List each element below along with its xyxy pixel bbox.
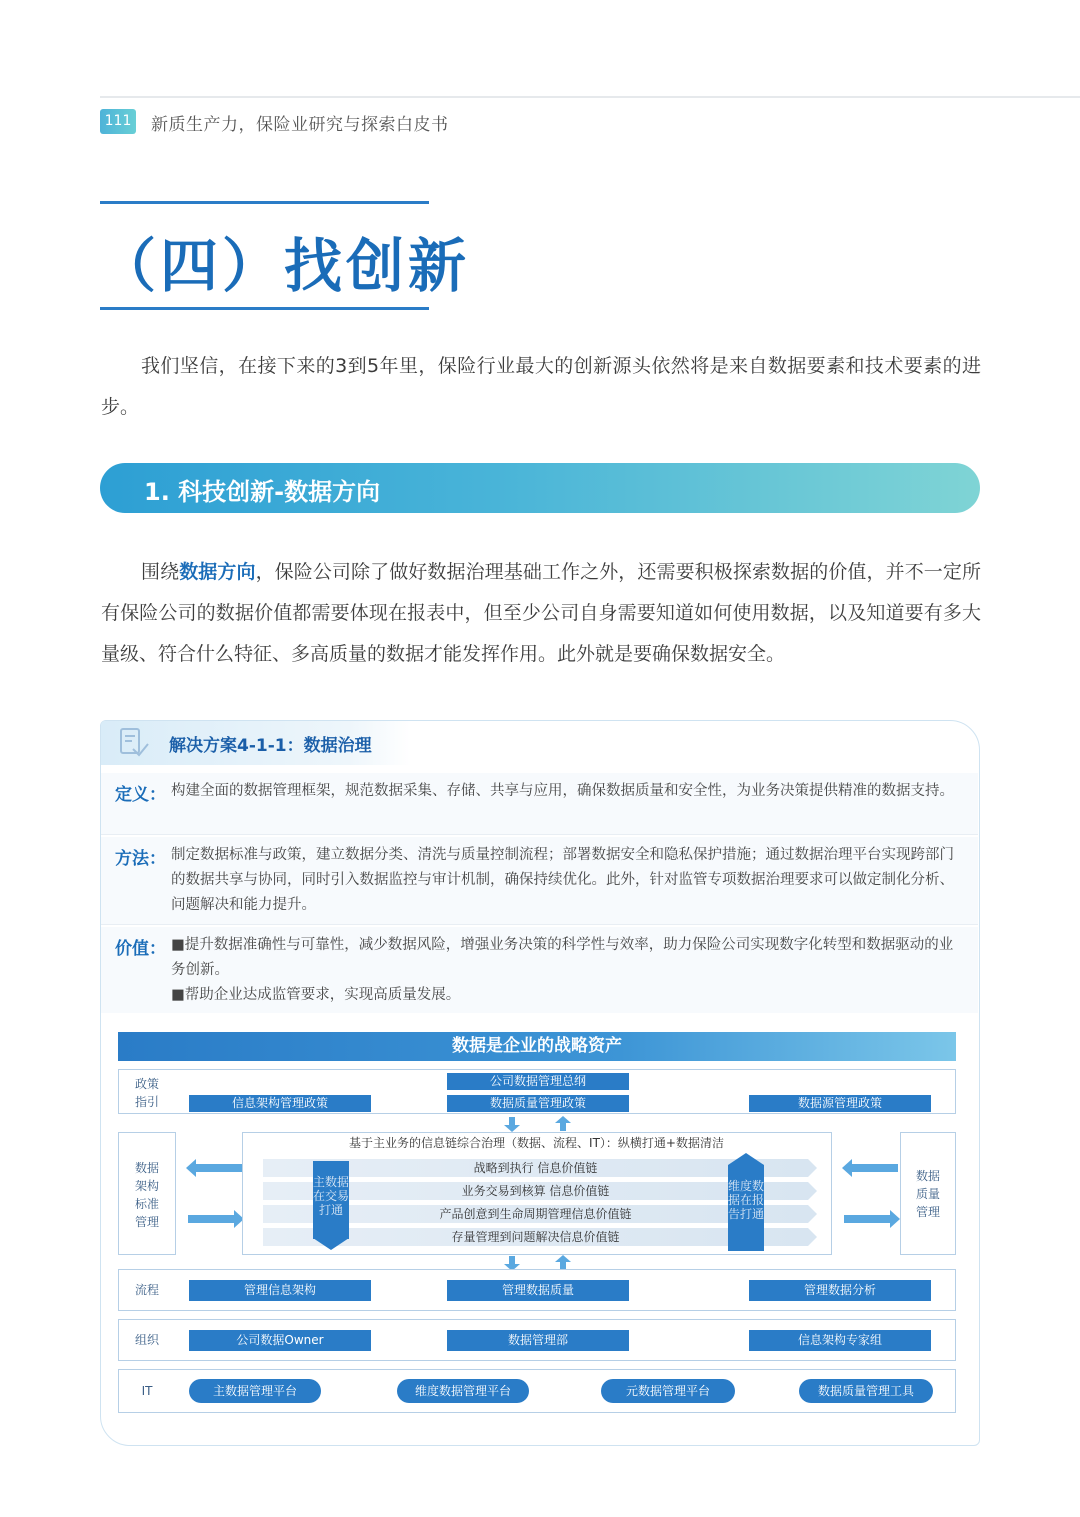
value-text-2: ■帮助企业达成监管要求，实现高质量发展。 bbox=[171, 987, 461, 1003]
process-item: 管理数据分析 bbox=[749, 1280, 931, 1301]
master-data-arrow-icon bbox=[313, 1238, 349, 1250]
section-title: （四）找创新 bbox=[98, 232, 471, 300]
organization-item: 数据管理部 bbox=[447, 1330, 629, 1351]
it-platform-pill: 维度数据管理平台 bbox=[397, 1379, 529, 1403]
policy-box bbox=[118, 1069, 956, 1114]
arrow-down-icon bbox=[509, 1256, 515, 1264]
arrow-down-icon bbox=[509, 1117, 515, 1125]
organization-item: 公司数据Owner bbox=[189, 1330, 371, 1351]
policy-left: 信息架构管理政策 bbox=[189, 1095, 371, 1112]
definition-row bbox=[101, 773, 978, 835]
policy-center: 数据质量管理政策 bbox=[447, 1095, 629, 1112]
chain-item: 业务交易到核算 信息价值链 bbox=[263, 1182, 808, 1200]
chain-item: 存量管理到问题解决信息价值链 bbox=[263, 1228, 808, 1246]
chain-item: 产品创意到生命周期管理信息价值链 bbox=[263, 1205, 808, 1223]
process-item: 管理信息架构 bbox=[189, 1280, 371, 1301]
page-number: 111 bbox=[100, 109, 136, 134]
subsection-title: 1. 科技创新-数据方向 bbox=[144, 478, 381, 506]
body-rest: ，保险公司除了做好数据治理基础工作之外，还需要积极探索数据的价值，并不一定所有保险公司的数据价值都需要体现在报表中，但至少公司自身需要知道如何使用数据，以及知道要有多大量级、符合什么特征、多高质量的数据才能发挥作用。此外就是要确保数据安全。 bbox=[101, 561, 981, 665]
method-label: 方法： bbox=[115, 849, 166, 869]
value-label: 价值： bbox=[115, 939, 166, 959]
it-box bbox=[118, 1369, 956, 1413]
it-platform-pill: 数据质量管理工具 bbox=[799, 1379, 933, 1403]
value-text-1: ■提升数据准确性与可靠性，减少数据风险，增强业务决策的科学性与效率，助力保险公司实现数字化转型和数据驱动的业务创新。 bbox=[171, 937, 954, 978]
method-text: 制定数据标准与政策，建立数据分类、清洗与质量控制流程；部署数据安全和隐私保护措施；通过数据治理平台实现跨部门的数据共享与协同，同时引入数据监控与审计机制，确保持续优化。此外，针对监管专项数据治理要求可以做定制化分析、问题解决和能力提升。 bbox=[171, 847, 954, 913]
body-paragraph bbox=[101, 552, 981, 675]
definition-label: 定义： bbox=[115, 785, 166, 805]
arrow-right-icon bbox=[844, 1215, 890, 1223]
chain-item: 战略到执行 信息价值链 bbox=[263, 1159, 808, 1177]
data-quality-label: 数据 质量 管理 bbox=[915, 1169, 940, 1219]
intro-paragraph: 我们坚信，在接下来的3到5年里，保险行业最大的创新源头依然将是来自数据要素和技术要素的进步。 bbox=[101, 355, 981, 418]
arrow-right-icon bbox=[188, 1215, 234, 1223]
solution-card bbox=[100, 720, 980, 1446]
organization-box bbox=[118, 1319, 956, 1361]
policy-right: 数据源管理政策 bbox=[749, 1095, 931, 1112]
arrow-left-icon bbox=[852, 1164, 898, 1172]
it-label: IT bbox=[141, 1384, 153, 1398]
process-box bbox=[118, 1269, 956, 1311]
solution-card-header bbox=[101, 721, 411, 765]
section-rule-top bbox=[100, 201, 429, 204]
core-governance-box bbox=[242, 1132, 832, 1255]
value-row bbox=[101, 927, 978, 1013]
document-icon bbox=[119, 727, 149, 759]
subsection-banner bbox=[100, 463, 980, 513]
master-data-bar: 主数据在交易打通 bbox=[313, 1161, 349, 1239]
body-highlight: 数据方向 bbox=[179, 561, 256, 583]
it-platform-pill: 主数据管理平台 bbox=[189, 1379, 321, 1403]
architecture-standard-label: 数据 架构 标准 管理 bbox=[134, 1161, 159, 1229]
diagram-title: 数据是企业的战略资产 bbox=[118, 1032, 956, 1061]
arrow-left-icon bbox=[196, 1164, 242, 1172]
core-caption: 基于主业务的信息链综合治理（数据、流程、IT）：纵横打通+数据清洁 bbox=[349, 1136, 724, 1150]
process-item: 管理数据质量 bbox=[447, 1280, 629, 1301]
section-rule-bottom bbox=[100, 307, 429, 310]
arrow-up-icon bbox=[560, 1123, 566, 1131]
policy-label: 政策 指引 bbox=[134, 1077, 159, 1109]
body-prefix: 围绕 bbox=[141, 561, 180, 583]
solution-card-title: 解决方案4-1-1：数据治理 bbox=[169, 736, 372, 756]
organization-label: 组织 bbox=[134, 1333, 159, 1347]
policy-top-center: 公司数据管理总纲 bbox=[447, 1073, 629, 1090]
process-label: 流程 bbox=[134, 1283, 159, 1297]
governance-diagram bbox=[118, 1032, 958, 1417]
header-divider bbox=[100, 96, 1080, 98]
definition-text: 构建全面的数据管理框架，规范数据采集、存储、共享与应用，确保数据质量和安全性，为业务决策提供精准的数据支持。 bbox=[171, 783, 954, 799]
data-quality-box bbox=[900, 1132, 956, 1255]
it-platform-pill: 元数据管理平台 bbox=[601, 1379, 735, 1403]
dimension-data-bar: 维度数据在报告打通 bbox=[728, 1165, 764, 1251]
dimension-data-arrow-icon bbox=[728, 1153, 764, 1165]
method-row bbox=[101, 837, 978, 925]
architecture-standard-box bbox=[118, 1132, 176, 1255]
organization-item: 信息架构专家组 bbox=[749, 1330, 931, 1351]
running-title: 新质生产力，保险业研究与探索白皮书 bbox=[151, 115, 449, 135]
